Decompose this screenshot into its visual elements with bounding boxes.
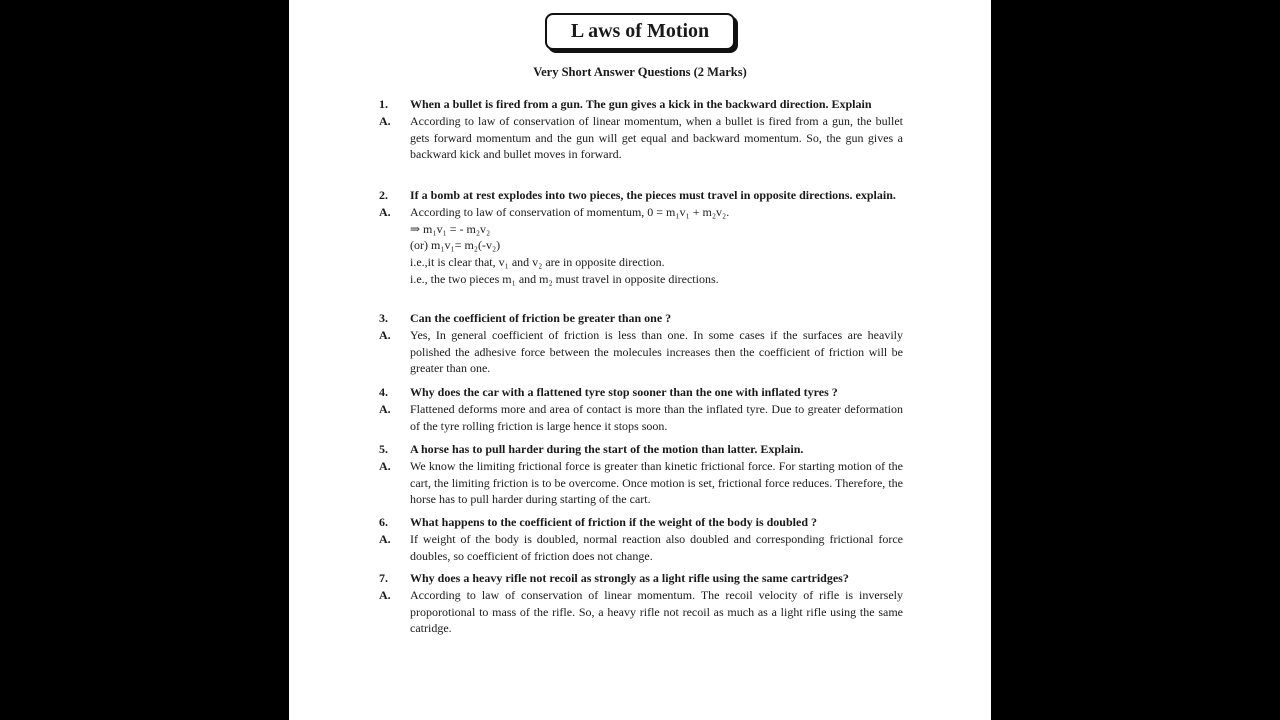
question-number: 1. [379,97,388,111]
answer-line: i.e., the two pieces m₁ and m₂ must travel in opposite directions. [410,271,719,286]
answer-label: A. [379,531,391,546]
question-number: 2. [379,188,388,202]
answer-text: Flattened deforms more and area of contact is more than the inflated tyre. Due to greater deformation of the tyre rolling friction is large hence it stops soon. [410,401,903,433]
answer-label: A. [379,458,391,473]
answer-row [379,327,903,377]
answer-label: A. [379,204,391,219]
answer-row [379,587,903,637]
page-title: L aws of Motion [545,13,735,50]
question-number: 5. [379,442,388,456]
answer-label: A. [379,401,391,416]
answer-row [379,531,903,565]
answer-line: According to law of conservation of momentum, 0 = m₁v₁ + m₂v₂. [410,204,730,219]
question-row [379,310,903,327]
question-text: If a bomb at rest explodes into two pieces, the pieces must travel in opposite directions. explain. [410,188,896,202]
answer-label: A. [379,587,391,602]
answer-row [379,458,903,508]
question-text: When a bullet is fired from a gun. The gun gives a kick in the backward direction. Explain [410,97,872,111]
qa-item-7 [379,570,903,637]
question-row [379,514,903,531]
qa-item-1 [379,96,903,163]
question-number: 4. [379,385,388,399]
answer-text: We know the limiting frictional force is greater than kinetic frictional force. For starting motion of the cart, the limiting friction is to be overcome. Once motion is set, frictional force reduces. Therefore, the horse has to pull harder during starting of the cart. [410,458,903,507]
qa-item-5 [379,441,903,508]
question-number: 7. [379,571,388,585]
document-page [289,0,991,720]
answer-row [379,113,903,163]
question-number: 6. [379,515,388,529]
question-text: Can the coefficient of friction be greater than one ? [410,311,672,325]
qa-item-3 [379,310,903,377]
qa-item-6 [379,514,903,564]
answer-text: Yes, In general coefficient of friction is less than one. In some cases if the surfaces are heavily polished the adhesive force between the molecules increases then the coefficient of friction will be greater than one. [410,327,903,376]
answer-row [379,204,903,288]
answer-text [410,204,903,288]
section-subtitle: Very Short Answer Questions (2 Marks) [533,65,747,79]
answer-line: ⇒ m₁v₁ = - m₂v₂ [410,221,491,236]
question-row [379,96,903,113]
question-row [379,384,903,401]
answer-label: A. [379,113,391,128]
question-text: A horse has to pull harder during the start of the motion than latter. Explain. [410,442,804,456]
question-text: Why does a heavy rifle not recoil as strongly as a light rifle using the same cartridges? [410,571,849,585]
answer-line: (or) m₁v₁= m₂(-v₂) [410,238,501,253]
answer-label: A. [379,327,391,342]
answer-text: According to law of conservation of linear momentum. The recoil velocity of rifle is inversely proporotional to mass of the rifle. So, a heavy rifle not recoil as much as a light rifle using the same catridge. [410,587,903,636]
question-row [379,570,903,587]
answer-line: i.e.,it is clear that, v₁ and v₂ are in opposite direction. [410,255,665,270]
question-row [379,187,903,204]
question-number: 3. [379,311,388,325]
qa-item-2 [379,187,903,288]
question-row [379,441,903,458]
question-text: What happens to the coefficient of friction if the weight of the body is doubled ? [410,515,817,529]
question-text: Why does the car with a flattened tyre stop sooner than the one with inflated tyres ? [410,385,838,399]
answer-text: According to law of conservation of linear momentum, when a bullet is fired from a gun, the bullet gets forward momentum and the gun will get equal and backward momentum. So, the gun gives a backward kick and bullet moves in forward. [410,113,903,162]
answer-text: If weight of the body is doubled, normal reaction also doubled and corresponding frictional force doubles, so coefficient of friction does not change. [410,531,903,563]
answer-row [379,401,903,435]
qa-item-4 [379,384,903,434]
